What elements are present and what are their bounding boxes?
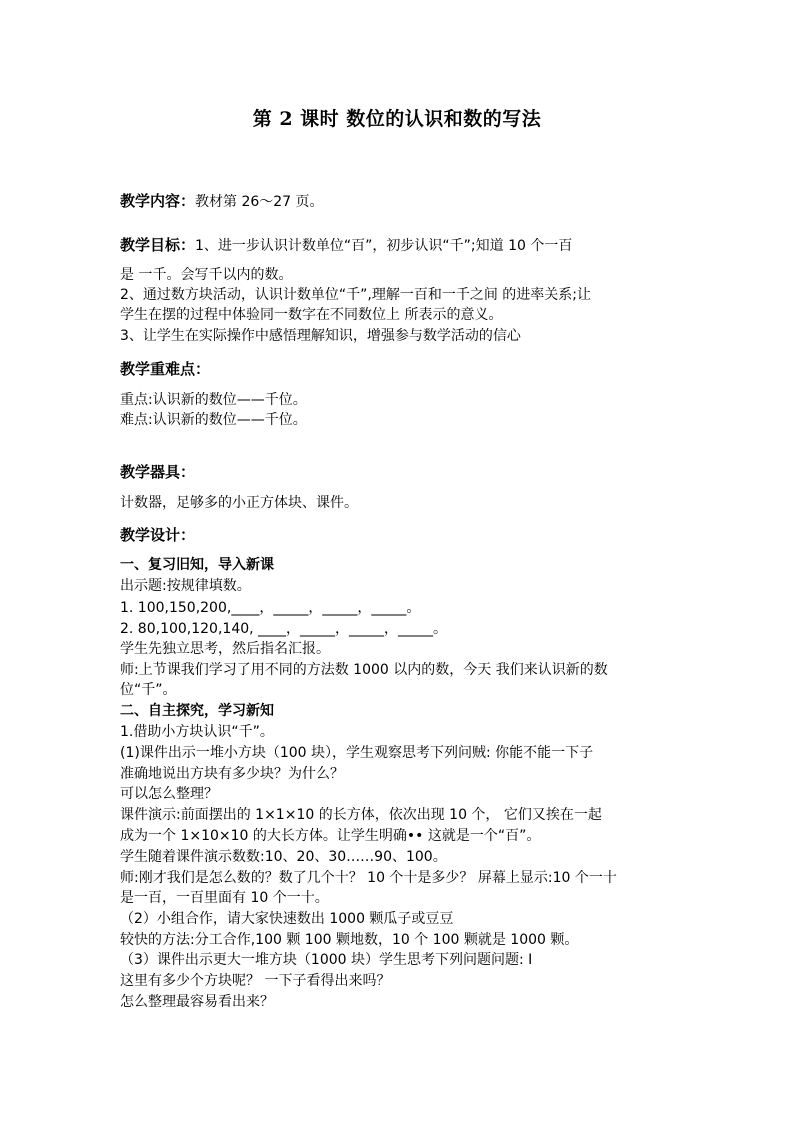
lesson-title: 第 2 课时 数位的认识和数的写法 — [252, 108, 542, 130]
part1-line: 出示题:按规律填数。 — [120, 578, 251, 594]
part2-heading: 二、自主探究，学习新知 — [120, 703, 274, 719]
key-point-difficulty: 难点:认识新的数位——千位。 — [120, 412, 307, 428]
teaching-goals-line-2: 是 一千。会写千以内的数。 — [120, 267, 293, 283]
part1-line: 师:上节课我们学习了用不同的方法数 1000 以内的数，今天 我们来认识新的数 — [120, 662, 608, 678]
teaching-goals-line-1 — [120, 236, 572, 255]
key-points-heading: 教学重难点： — [120, 360, 211, 378]
part2-line: 课件演示:前面摆出的 1×1×10 的长方体，依次出现 10 个， 它们又挨在一起 — [120, 807, 602, 823]
part2-line: 师:刚才我们是怎么数的？数了几个十？ 10 个十是多少？ 屏幕上显示:10 个一十 — [120, 870, 617, 886]
part2-line: 学生随着课件演示数数:10、20、30……90、100。 — [120, 849, 447, 865]
part2-line: 1.借助小方块认识“千”。 — [120, 724, 274, 740]
teaching-design-heading: 教学设计： — [120, 526, 196, 544]
part2-line: （2）小组合作，请大家快速数出 1000 颗瓜子或豆豆 — [120, 911, 454, 927]
key-point-focus: 重点:认识新的数位——千位。 — [120, 392, 307, 408]
teaching-goals-text-1: 1、进一步认识计数单位“百”，初步认识“千”;知道 10 个一百 — [195, 238, 573, 254]
teaching-goals-label: 教学目标： — [120, 236, 196, 254]
part1-line: 2. 80,100,120,140, ____，_____，_____，_____。 — [120, 621, 448, 637]
part1-line: 学生先独立思考，然后指名汇报。 — [120, 641, 330, 657]
part2-line: 成为一个 1×10×10 的大长方体。让学生明确•• 这就是一个“百”。 — [120, 828, 541, 844]
part2-line: 这里有多少个方块呢？ 一下子看得出来吗？ — [120, 973, 391, 989]
teaching-content-label: 教学内容： — [120, 192, 196, 210]
part1-line: 位“千”。 — [120, 682, 177, 698]
teaching-goals-line-5: 3、让学生在实际操作中感悟理解知识，增强参与数学活动的信心 — [120, 328, 521, 344]
teaching-tools-heading: 教学器具： — [120, 463, 196, 481]
teaching-content-text: 教材第 26～27 页。 — [195, 194, 324, 210]
teaching-goals-line-3: 2、通过数方块活动，认识计数单位“千”,理解一百和一千之间 的进率关系;让 — [120, 287, 592, 303]
part1-line: 1. 100,150,200,____，_____，_____，_____。 — [120, 600, 421, 616]
teaching-goals-line-4: 学生在摆的过程中体验同一数字在不同数位上 所表示的意义。 — [120, 307, 503, 323]
part2-line: 是一百，一百里面有 10 个一十。 — [120, 890, 329, 906]
part2-line: （3）课件出示更大一堆方块（1000 块）学生思考下列问题问题: I — [120, 952, 533, 968]
part2-line: 可以怎么整理？ — [120, 786, 218, 802]
part1-heading: 一、复习旧知，导入新课 — [120, 557, 274, 573]
teaching-content-line — [120, 192, 324, 211]
part2-line: 怎么整理最容易看出来？ — [120, 994, 274, 1010]
part2-line: (1)课件出示一堆小方块（100 块），学生观察思考下列问贼: 你能不能一下子 — [120, 745, 594, 761]
part2-line: 准确地说出方块有多少块？为什么？ — [120, 766, 344, 782]
part2-line: 较快的方法:分工合作,100 颗 100 颗地数，10 个 100 颗就是 1000 颗。 — [120, 932, 579, 948]
teaching-tools-text: 计数器，足够多的小正方体块、课件。 — [120, 495, 358, 511]
